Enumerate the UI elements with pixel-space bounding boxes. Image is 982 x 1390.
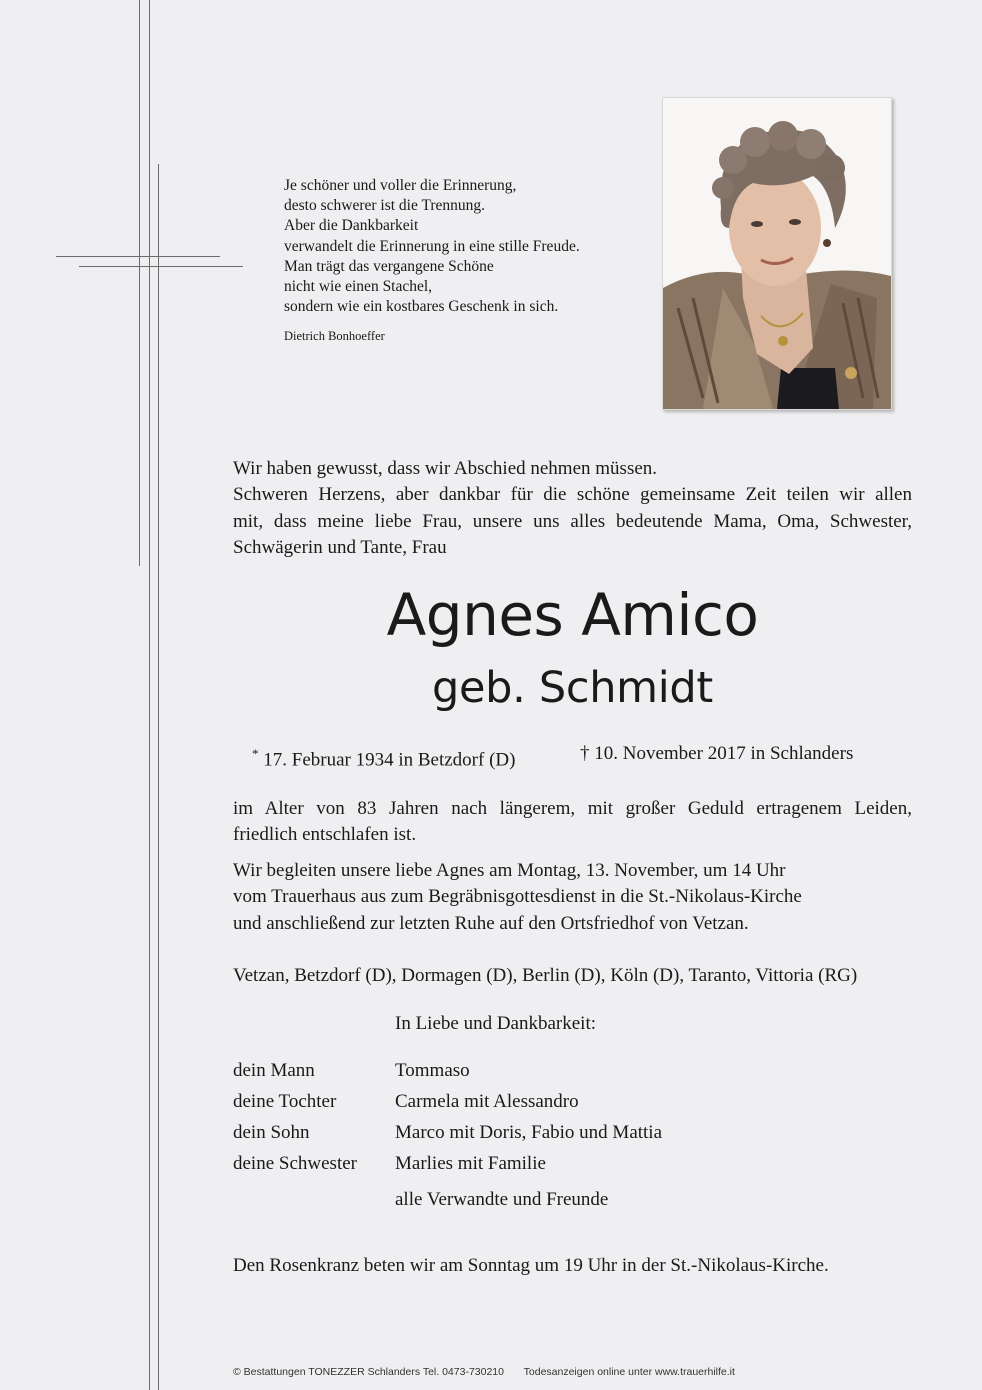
deceased-name: Agnes Amico: [386, 581, 759, 649]
cross-vertical-line-left: [139, 0, 140, 566]
quote-author: Dietrich Bonhoeffer: [284, 329, 385, 343]
passing-notice: [233, 796, 912, 849]
memorial-quote: [284, 176, 580, 317]
passing-line: friedlich entschlafen ist.: [233, 824, 417, 846]
quote-line: nicht wie einen Stachel,: [284, 278, 433, 296]
family-row-names: [395, 1153, 546, 1175]
funeral-notice: [233, 858, 802, 937]
family-row-names: [395, 1091, 579, 1113]
announcement-intro: [233, 456, 912, 561]
cross-vertical-line-right: [149, 0, 150, 1390]
family-names: Marlies mit Familie: [395, 1153, 546, 1174]
quote-line: Man trägt das vergangene Schöne: [284, 257, 494, 275]
intro-line: Schweren Herzens, aber dankbar für die schöne gemeinsame Zeit teilen wir allen: [233, 484, 912, 506]
family-relation: dein Sohn: [233, 1122, 310, 1143]
quote-line: desto schwerer ist die Trennung.: [284, 197, 486, 215]
family-row: [233, 1091, 336, 1113]
death-symbol: †: [580, 743, 590, 764]
funeral-line: und anschließend zur letzten Ruhe auf den Ortsfriedhof von Vetzan.: [233, 912, 749, 934]
birth-text: 17. Februar 1934 in Betzdorf (D): [263, 749, 516, 771]
quote-line: verwandelt die Erinnerung in eine stille Freude.: [284, 237, 580, 255]
closing-phrase: In Liebe und Dankbarkeit:: [395, 1013, 597, 1034]
birth-symbol: *: [252, 746, 259, 761]
family-relation: deine Tochter: [233, 1091, 337, 1112]
funeral-line: Wir begleiten unsere liebe Agnes am Montag, 13. November, um 14 Uhr: [233, 860, 786, 881]
family-names: Marco mit Doris, Fabio und Mattia: [395, 1122, 663, 1143]
maiden-name: geb. Schmidt: [432, 663, 713, 713]
quote-line: sondern wie ein kostbares Geschenk in sich.: [284, 298, 559, 316]
family-relation: deine Schwester: [233, 1153, 357, 1174]
funeral-line: vom Trauerhaus aus zum Begräbnisgottesdienst in die St.-Nikolaus-Kirche: [233, 886, 802, 908]
portrait-image: [663, 98, 891, 409]
family-names: Carmela mit Alessandro: [395, 1091, 579, 1112]
relatives-line: alle Verwandte und Freunde: [395, 1189, 609, 1210]
intro-line: Wir haben gewusst, dass wir Abschied nehmen müssen.: [233, 458, 658, 479]
footer-copyright: © Bestattungen TONEZZER Schlanders Tel. 0473-730210: [233, 1366, 504, 1378]
cross-horizontal-line-bottom: [79, 266, 243, 267]
intro-line: mit, dass meine liebe Frau, unsere uns alles bedeutende Mama, Oma, Schwester,: [233, 510, 912, 532]
family-relation: dein Mann: [233, 1060, 315, 1081]
family-places: Vetzan, Betzdorf (D), Dormagen (D), Berlin (D), Köln (D), Taranto, Vittoria (RG): [233, 965, 858, 986]
portrait-photo: [662, 97, 892, 410]
cross-horizontal-line-top: [56, 256, 220, 257]
footer: [233, 1366, 735, 1378]
death-date: [580, 741, 853, 767]
intro-line: Schwägerin und Tante, Frau: [233, 536, 447, 558]
rosary-notice: Den Rosenkranz beten wir am Sonntag um 19 Uhr in der St.-Nikolaus-Kirche.: [233, 1255, 829, 1276]
footer-online-link[interactable]: Todesanzeigen online unter www.trauerhilfe.it: [523, 1366, 735, 1378]
death-text: 10. November 2017 in Schlanders: [594, 743, 854, 764]
family-row-names: [395, 1122, 662, 1144]
family-row-names: [395, 1060, 470, 1082]
quote-line: Je schöner und voller die Erinnerung,: [284, 177, 517, 194]
cross-vertical-line-inner: [158, 164, 159, 1390]
quote-line: Aber die Dankbarkeit: [284, 217, 419, 235]
family-names: Tommaso: [395, 1060, 470, 1081]
family-row: [233, 1153, 357, 1175]
family-row: [233, 1122, 310, 1144]
family-row: [233, 1060, 315, 1082]
passing-line: im Alter von 83 Jahren nach längerem, mit großer Geduld ertragenem Leiden,: [233, 798, 912, 819]
birth-date: [252, 741, 515, 774]
